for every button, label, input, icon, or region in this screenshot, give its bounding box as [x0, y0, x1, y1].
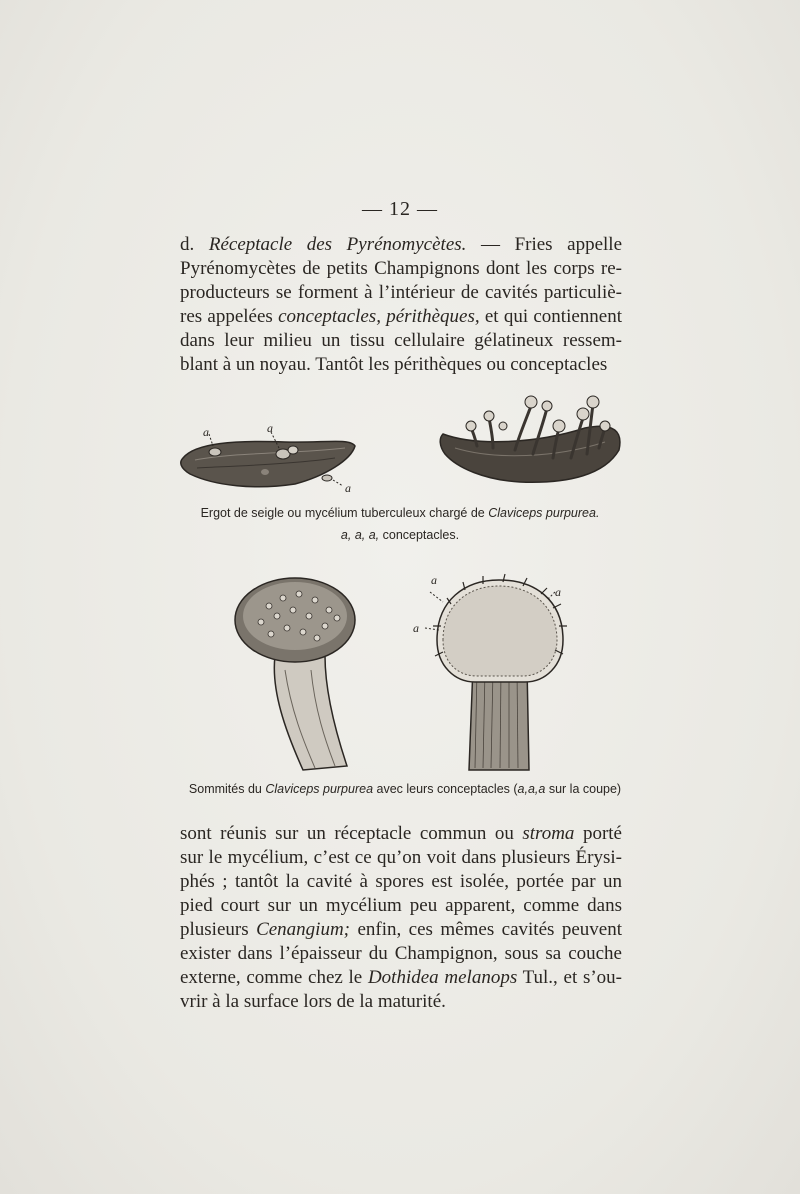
text-run: d.	[180, 234, 209, 255]
text-line	[180, 329, 622, 353]
label-a: a	[413, 621, 419, 635]
text-run: dans leur milieu un tissu cellulaire gélatineux ressem-	[180, 330, 622, 351]
text-line	[180, 305, 622, 329]
text-line	[180, 822, 622, 846]
italic-text: a, a, a,	[340, 528, 380, 542]
text-run: porté	[574, 823, 622, 844]
page-number: — 12 —	[362, 198, 438, 220]
label-a: a	[431, 573, 437, 587]
text-run: externe, comme chez le	[180, 967, 368, 988]
text-line	[180, 353, 622, 377]
paragraph-receptacle-continued	[180, 822, 622, 1014]
text-line	[180, 281, 622, 305]
label-a: a	[203, 425, 209, 439]
text-run: producteurs se forment à l’intérieur de cavités particuliè-	[180, 282, 622, 303]
text-line	[180, 257, 622, 281]
italic-text: a,a,a	[517, 782, 546, 796]
text-line	[180, 233, 622, 257]
text-line	[180, 918, 622, 942]
claviceps-head-section-drawing	[425, 574, 567, 770]
label-a: a	[555, 585, 561, 599]
text-line	[180, 870, 622, 894]
text-line	[180, 846, 622, 870]
text-line	[180, 966, 622, 990]
italic-text: Claviceps purpurea.	[488, 506, 600, 520]
text-run: Tul., et s’ou-	[517, 967, 622, 988]
text-run: Ergot de seigle ou mycélium tuberculeux chargé de	[200, 506, 489, 520]
text-run: res appelées	[180, 306, 279, 327]
text-line	[180, 990, 622, 1014]
label-a: a	[345, 481, 351, 495]
italic-text: stroma	[522, 823, 575, 844]
text-run: Pyrénomycètes de petits Champignons dont les corps re-	[180, 258, 622, 279]
text-line	[180, 942, 622, 966]
claviceps-head-exterior-drawing	[235, 578, 355, 770]
text-run: sont réunis sur un réceptacle commun ou	[180, 823, 523, 844]
italic-text: Réceptacle des Pyrénomycètes.	[208, 234, 467, 255]
figure-claviceps-heads	[225, 570, 585, 780]
text-run: enfin, ces mêmes cavités peuvent	[350, 919, 623, 940]
text-run: et qui contiennent	[479, 306, 623, 327]
label-a: a	[267, 421, 273, 435]
text-run: phés ; tantôt la cavité à spores est isolée, portée par un	[180, 871, 622, 892]
text-run: avec leurs conceptacles (	[373, 782, 518, 796]
ergot-sclerotium-drawing	[181, 432, 355, 487]
italic-text: Dothidea melanops	[367, 967, 518, 988]
text-run: vrir à la surface lors de la maturité.	[180, 991, 446, 1012]
italic-text: Claviceps purpurea	[265, 782, 374, 796]
text-line	[180, 894, 622, 918]
text-run: conceptacles.	[379, 528, 460, 542]
paragraph-receptacle-intro	[180, 233, 622, 377]
text-run: pied court sur un mycélium peu apparent, comme dans	[180, 895, 622, 916]
text-run: sur le mycélium, c’est ce qu’on voit dans plusieurs Érysi-	[180, 847, 622, 868]
italic-text: Cenangium;	[256, 919, 350, 940]
italic-text: conceptacles, périthèques,	[278, 306, 480, 327]
text-run: blant à un noyau. Tantôt les périthèques ou conceptacles	[180, 354, 608, 375]
figure-2-caption	[180, 782, 630, 796]
text-run: plusieurs	[180, 919, 257, 940]
figure-1-caption	[0, 506, 800, 520]
text-run: sur la coupe)	[545, 782, 622, 796]
figure-1-caption-legend	[0, 528, 800, 542]
text-run: — Fries appelle	[466, 234, 623, 255]
sprouting-stromata-drawing	[440, 396, 620, 482]
text-run: exister dans l’épaisseur du Champignon, sous sa couche	[180, 943, 622, 964]
figure-ergot-illustration	[175, 388, 625, 500]
text-run: Sommités du	[188, 782, 266, 796]
